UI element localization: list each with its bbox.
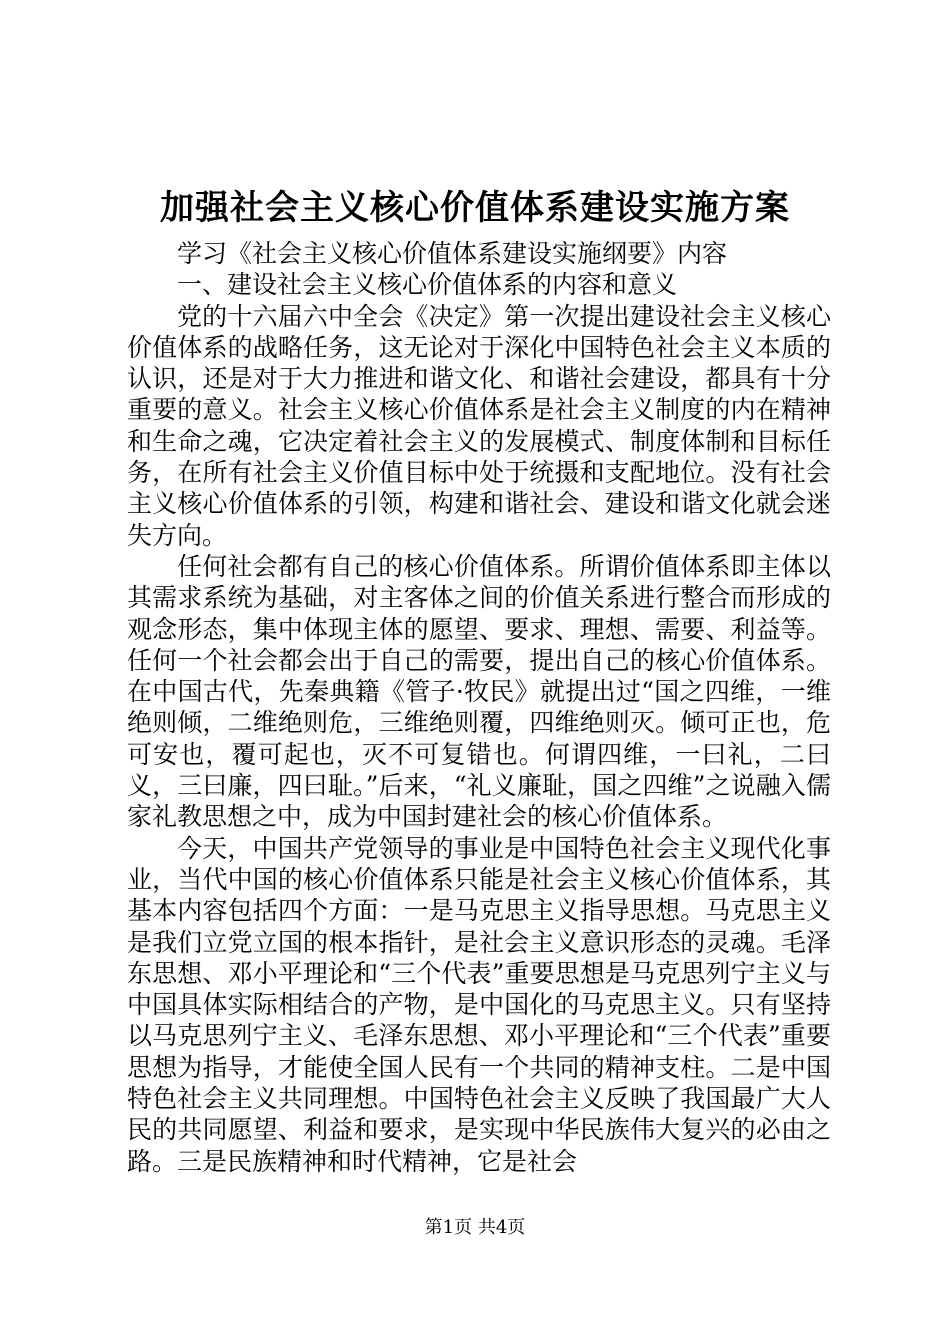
paragraph-3: 今天，中国共产党领导的事业是中国特色社会主义现代化事业，当代中国的核心价值体系只能是社会主义核心价值体系，其基本内容包括四个方面：一是马克思主义指导思想。马克思主义是我们立党立国的根本指针，是社会主义意识形态的灵魂。毛泽东思想、邓小平理论和“三个代表”重要思想是马克思列宁主义与中国具体实际相结合的产物，是中国化的马克思主义。只有坚持以马克思列宁主义、毛泽东思想、邓小平理论和“三个代表”重要思想为指导，才能使全国人民有一个共同的精神支柱。二是中国特色社会主义共同理想。中国特色社会主义反映了我国最广大人民的共同愿望、利益和要求，是实现中华民族伟大复兴的必由之路。三是民族精神和时代精神，它是社会 [127,833,831,1176]
subtitle: 学习《社会主义核心价值体系建设实施纲要》内容 [177,239,728,268]
paragraph-1: 党的十六届六中全会《决定》第一次提出建设社会主义核心价值体系的战略任务，这无论对于深化中国特色社会主义本质的认识，还是对于大力推进和谐文化、和谐社会建设，都具有十分重要的意义。社会主义核心价值体系是社会主义制度的内在精神和生命之魂，它决定着社会主义的发展模式、制度体制和目标任务，在所有社会主义价值目标中处于统摄和支配地位。没有社会主义核心价值体系的引领，构建和谐社会、建设和谐文化就会迷失方向。 [127,301,831,550]
page-footer: 第1页 共4页 [424,1217,526,1238]
document-body [127,238,831,1177]
section-heading: 一、建设社会主义核心价值体系的内容和意义 [177,270,678,300]
paragraph-2: 任何社会都有自己的核心价值体系。所谓价值体系即主体以其需求系统为基础，对主客体之间的价值关系进行整合而形成的观念形态，集中体现主体的愿望、要求、理想、需要、利益等。任何一个社会都会出于自己的需要，提出自己的核心价值体系。在中国古代，先秦典籍《管子·牧民》就提出过“国之四维，一维绝则倾，二维绝则危，三维绝则覆，四维绝则灭。倾可正也，危可安也，覆可起也，灭不可复错也。何谓四维，一曰礼，二曰义，三曰廉，四曰耻。”后来，“礼义廉耻，国之四维”之说融入儒家礼教思想之中，成为中国封建社会的核心价值体系。 [127,551,831,832]
document-title: 加强社会主义核心价值体系建设实施方案 [160,188,790,228]
